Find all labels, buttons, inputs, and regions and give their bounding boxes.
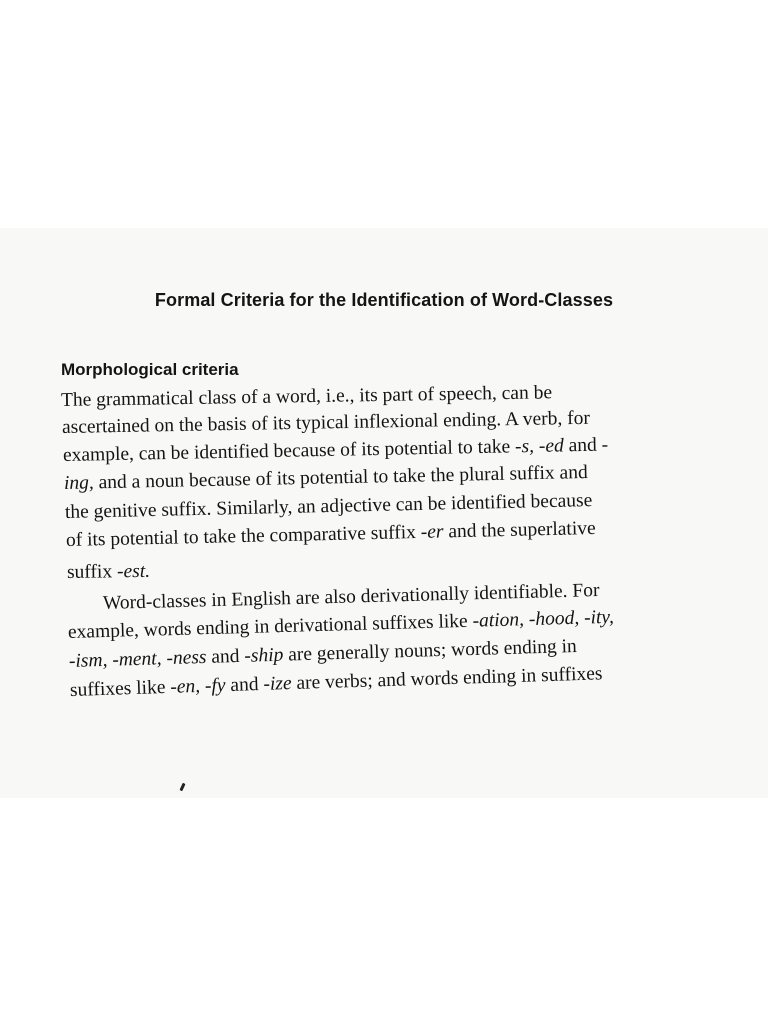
- suffix-italic: -est.: [116, 560, 151, 583]
- text-span: and the superlative: [443, 517, 596, 543]
- text-span: and: [206, 645, 245, 668]
- text-span: the genitive suffix. Similarly, an adjective can be identified because: [64, 490, 593, 523]
- text-span: are verbs; and words ending in suffixes: [291, 663, 603, 695]
- suffix-italic: -ism, -ment, -ness: [68, 646, 207, 672]
- text-span: example, words ending in derivational suffixes like: [67, 610, 473, 643]
- text-span: Word-classes in English are also derivationally identifiable. For: [102, 580, 600, 614]
- text-span: suffix: [66, 561, 118, 583]
- text-span: of its potential to take the comparative suffix: [65, 521, 422, 551]
- suffix-italic: -er: [420, 521, 444, 543]
- suffix-italic: -ize: [263, 673, 292, 695]
- text-span: example, can be identified because of its potential to take: [62, 436, 516, 466]
- text-span: and: [225, 673, 264, 697]
- suffix-italic: -ship: [244, 644, 284, 667]
- text-span: and a noun because of its potential to take the plural suffix and: [93, 462, 588, 494]
- suffix-italic: ing,: [63, 472, 94, 494]
- paragraph-1-line-7: [67, 560, 150, 585]
- page-title: Formal Criteria for the Identification of Word-Classes: [154, 290, 614, 310]
- suffix-italic: -ation, -hood, -ity,: [472, 606, 615, 632]
- text-span: ascertained on the basis of its typical inflexional ending. A verb, for: [61, 407, 591, 438]
- suffix-italic: -s, -ed: [514, 435, 564, 458]
- section-heading: Morphological criteria: [61, 360, 239, 379]
- suffix-italic: -en, -fy: [169, 675, 226, 698]
- text-span: and -: [563, 434, 609, 457]
- text-span: are generally nouns; words ending in: [283, 635, 578, 666]
- text-span: The grammatical class of a word, i.e., its part of speech, can be: [60, 382, 553, 411]
- text-span: suffixes like: [69, 676, 171, 701]
